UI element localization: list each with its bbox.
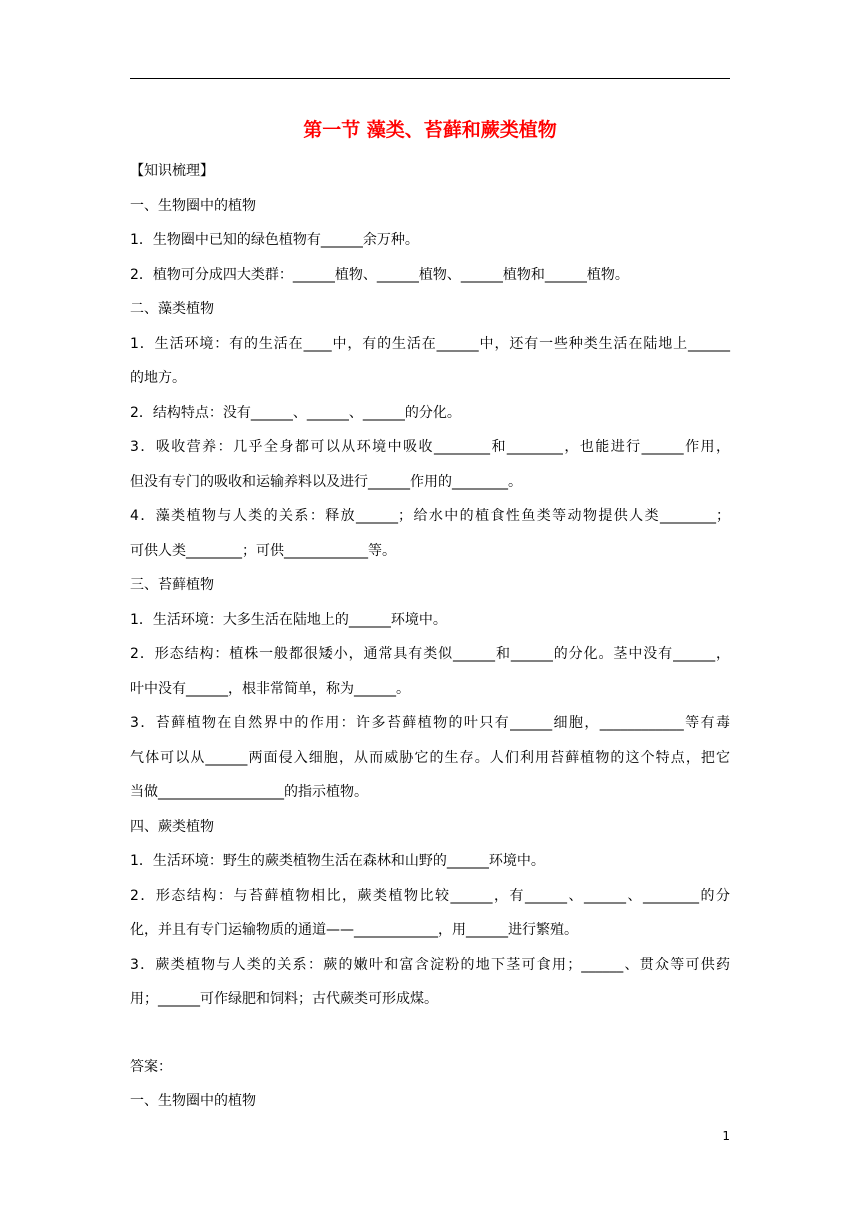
answer-heading: 答案： [130,1058,172,1075]
section-heading-2: 二、藻类植物 [130,301,214,317]
section-heading-4: 四、蕨类植物 [130,818,214,835]
question-4-2-line-1: 2．形态结构：与苔藓植物相比，蕨类植物比较______，有______、______、________的分 [130,887,730,904]
question-2-1-line-2: 的地方。 [130,370,186,386]
page-number: 1 [722,1129,730,1143]
question-3-2-line-2: 叶中没有______，根非常简单，称为______。 [130,680,410,697]
question-4-3-line-1: 3．蕨类植物与人类的关系：蕨的嫩叶和富含淀粉的地下茎可食用；______、贯众等可供药 [130,956,730,973]
section-heading-3: 三、苔藓植物 [130,577,214,593]
question-3-1: 1．生活环境：大多生活在陆地上的______环境中。 [130,611,447,628]
question-2-4-line-2: 可供人类________；可供____________等。 [130,542,396,559]
question-1-1: 1．生物圈中已知的绿色植物有______余万种。 [130,232,419,248]
question-2-3-line-2: 但没有专门的吸收和运输养料以及进行______作用的________。 [130,473,522,490]
page-title: 第一节 藻类、苔藓和蕨类植物 [303,119,557,141]
question-2-2: 2．结构特点：没有______、______、______的分化。 [130,404,461,421]
section-heading-1: 一、生物圈中的植物 [130,197,256,214]
question-3-3-line-3: 当做__________________的指示植物。 [130,784,368,800]
question-3-3-line-1: 3．苔藓植物在自然界中的作用：许多苔藓植物的叶只有______细胞，____________等有毒 [130,715,730,731]
question-2-4-line-1: 4．藻类植物与人类的关系：释放______；给水中的植食性鱼类等动物提供人类________； [130,508,730,524]
section-gap [130,1022,730,1055]
question-2-3-line-1: 3．吸收营养：几乎全身都可以从环境中吸收________和________，也能进行______作用， [130,439,730,455]
section-label-knowledge: 【知识梳理】 [130,163,214,179]
header-rule [130,78,730,79]
question-4-2-line-2: 化，并且有专门运输物质的通道——____________，用______进行繁殖。 [130,922,578,938]
answer-section-heading-1: 一、生物圈中的植物 [130,1093,256,1109]
question-2-1-line-1: 1．生活环境：有的生活在____中，有的生活在______中，还有一些种类生活在陆地上______ [130,335,730,352]
question-3-3-line-2: 气体可以从______两面侵入细胞，从而威胁它的生存。人们利用苔藓植物的这个特点，把它 [130,749,730,766]
question-4-3-line-2: 用；______可作绿肥和饲料；古代蕨类可形成煤。 [130,991,438,1007]
document-body [130,159,730,1124]
question-3-2-line-1: 2．形态结构：植株一般都很矮小，通常具有类似______和______的分化。茎中没有______， [130,646,730,662]
question-1-2: 2．植物可分成四大类群：______植物、______植物、______植物和______植物。 [130,266,629,283]
question-4-1: 1．生活环境：野生的蕨类植物生活在森林和山野的______环境中。 [130,853,545,869]
